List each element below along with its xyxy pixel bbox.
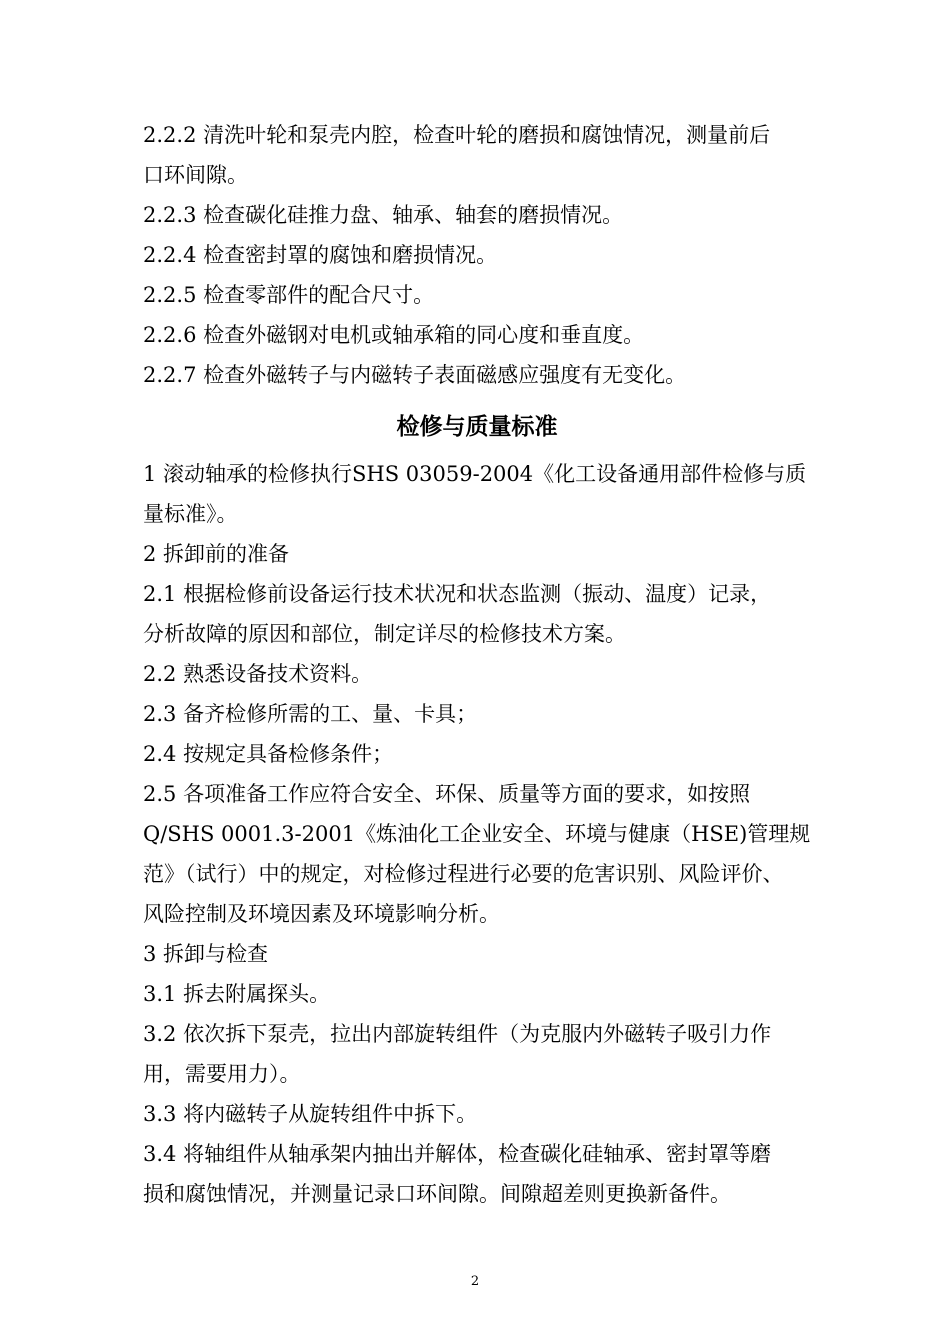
paragraph (143, 734, 811, 774)
paragraph-line: 用，需要用力）。 (143, 1062, 301, 1086)
paragraph (143, 694, 811, 734)
section-heading: 检修与质量标准 (396, 414, 558, 440)
paragraph (143, 574, 811, 654)
paragraph-line: 2.2.4 检查密封罩的腐蚀和磨损情况。 (143, 243, 498, 267)
paragraph-line: 量标准》。 (143, 502, 238, 526)
paragraph-line: 1 滚动轴承的检修执行SHS 03059-2004《化工设备通用部件检修与质 (143, 462, 807, 486)
paragraph-line: 范》（试行）中的规定，对检修过程进行必要的危害识别、风险评价、 (143, 862, 784, 886)
paragraph (143, 235, 811, 275)
paragraph-line: 2.5 各项准备工作应符合安全、环保、质量等方面的要求，如按照 (143, 782, 751, 806)
paragraph (143, 1014, 811, 1094)
paragraph-line: 3.3 将内磁转子从旋转组件中拆下。 (143, 1102, 478, 1126)
paragraph-line: 3 拆卸与检查 (143, 942, 269, 966)
paragraph-line: 3.4 将轴组件从轴承架内抽出并解体，检查碳化硅轴承、密封罩等磨 (143, 1142, 772, 1166)
paragraph-line: 2 拆卸前的准备 (143, 542, 290, 566)
paragraph (143, 355, 811, 395)
paragraph-line: 口环间隙。 (143, 163, 248, 187)
paragraph-line: 分析故障的原因和部位，制定详尽的检修技术方案。 (143, 622, 626, 646)
paragraph (143, 774, 811, 934)
paragraph (143, 534, 811, 574)
paragraph-line: 3.1 拆去附属探头。 (143, 982, 331, 1006)
paragraph-line: 2.2.2 清洗叶轮和泵壳内腔，检查叶轮的磨损和腐蚀情况，测量前后 (143, 123, 771, 147)
page-number: 2 (470, 1274, 480, 1289)
paragraph-line: Q/SHS 0001.3-2001《炼油化工企业安全、环境与健康（HSE)管理规 (143, 822, 811, 846)
paragraph-line: 损和腐蚀情况，并测量记录口环间隙。间隙超差则更换新备件。 (143, 1182, 731, 1206)
paragraph-line: 3.2 依次拆下泵壳，拉出内部旋转组件（为克服内外磁转子吸引力作 (143, 1022, 772, 1046)
paragraph-line: 2.4 按规定具备检修条件； (143, 742, 394, 766)
paragraph-line: 2.1 根据检修前设备运行技术状况和状态监测（振动、温度）记录， (143, 582, 772, 606)
paragraph-line: 2.2.7 检查外磁转子与内磁转子表面磁感应强度有无变化。 (143, 363, 687, 387)
page-content (143, 115, 811, 1214)
paragraph-line: 风险控制及环境因素及环境影响分析。 (143, 902, 500, 926)
paragraph (143, 934, 811, 974)
bottom-paragraph-list (143, 454, 811, 1214)
top-paragraph-list (143, 115, 811, 395)
paragraph-line: 2.2.3 检查碳化硅推力盘、轴承、轴套的磨损情况。 (143, 203, 624, 227)
paragraph-line: 2.2 熟悉设备技术资料。 (143, 662, 373, 686)
paragraph (143, 1094, 811, 1134)
paragraph (143, 115, 811, 195)
paragraph (143, 315, 811, 355)
paragraph (143, 654, 811, 694)
paragraph-line: 2.2.5 检查零部件的配合尺寸。 (143, 283, 435, 307)
paragraph (143, 454, 811, 534)
paragraph (143, 1134, 811, 1214)
paragraph-line: 2.3 备齐检修所需的工、量、卡具； (143, 702, 478, 726)
paragraph (143, 275, 811, 315)
paragraph (143, 195, 811, 235)
paragraph-line: 2.2.6 检查外磁钢对电机或轴承箱的同心度和垂直度。 (143, 323, 645, 347)
paragraph (143, 974, 811, 1014)
